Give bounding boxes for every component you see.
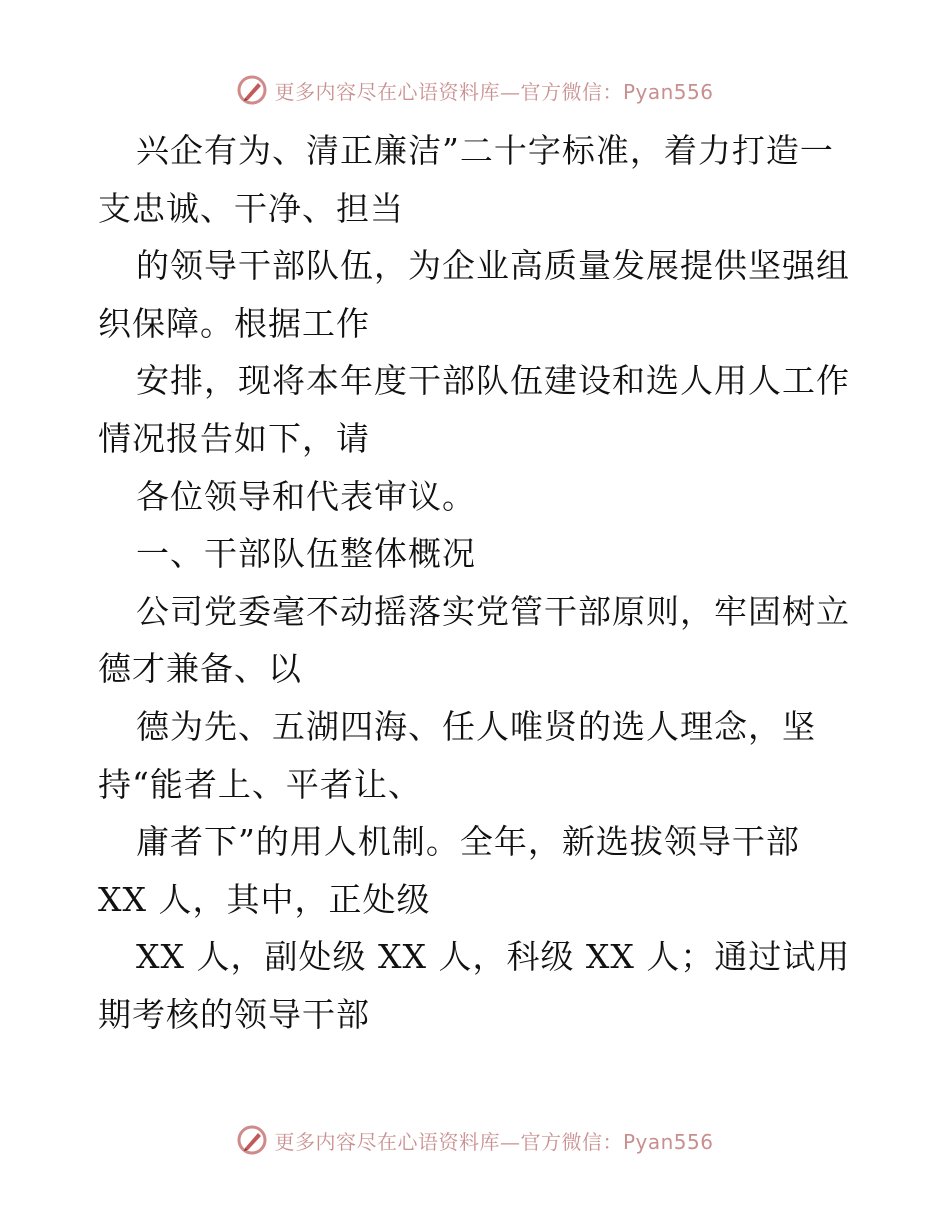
text-line: 的领导干部队伍，为企业高质量发展提供坚强组	[136, 246, 850, 286]
document-body	[98, 122, 858, 1044]
text-line: 安排，现将本年度干部队伍建设和选人用人工作	[136, 361, 850, 401]
text-line: 公司党委毫不动摇落实党管干部原则，牢固树立	[136, 591, 850, 631]
watermark-text: 更多内容尽在心语资料库—官方微信：Pyan556	[274, 1129, 714, 1154]
text-line: 德为先、五湖四海、任人唯贤的选人理念，坚	[136, 706, 816, 746]
pen-logo-icon	[236, 1124, 268, 1156]
watermark-text: 更多内容尽在心语资料库—官方微信：Pyan556	[274, 79, 714, 104]
text-line: 情况报告如下，请	[98, 418, 370, 458]
footer-watermark	[0, 1120, 950, 1160]
text-line: 织保障。根据工作	[98, 303, 370, 343]
text-line: XX 人，副处级 XX 人，科级 XX 人；通过试用	[136, 937, 851, 977]
text-line: 支忠诚、干净、担当	[98, 188, 404, 228]
text-line: 持“能者上、平者让、	[98, 764, 422, 804]
header-watermark	[0, 70, 950, 110]
pen-logo-icon	[236, 74, 268, 106]
text-line: 德才兼备、以	[98, 649, 302, 689]
text-line: 兴企有为、清正廉洁”二十字标准，着力打造一	[136, 131, 834, 170]
text-line: 庸者下”的用人机制。全年，新选拔领导干部	[136, 822, 800, 862]
text-line: 期考核的领导干部	[98, 994, 370, 1034]
text-line: 各位领导和代表审议。	[136, 476, 476, 516]
section-heading: 一、干部队伍整体概况	[136, 534, 476, 574]
text-line: XX 人，其中，正处级	[98, 879, 431, 919]
